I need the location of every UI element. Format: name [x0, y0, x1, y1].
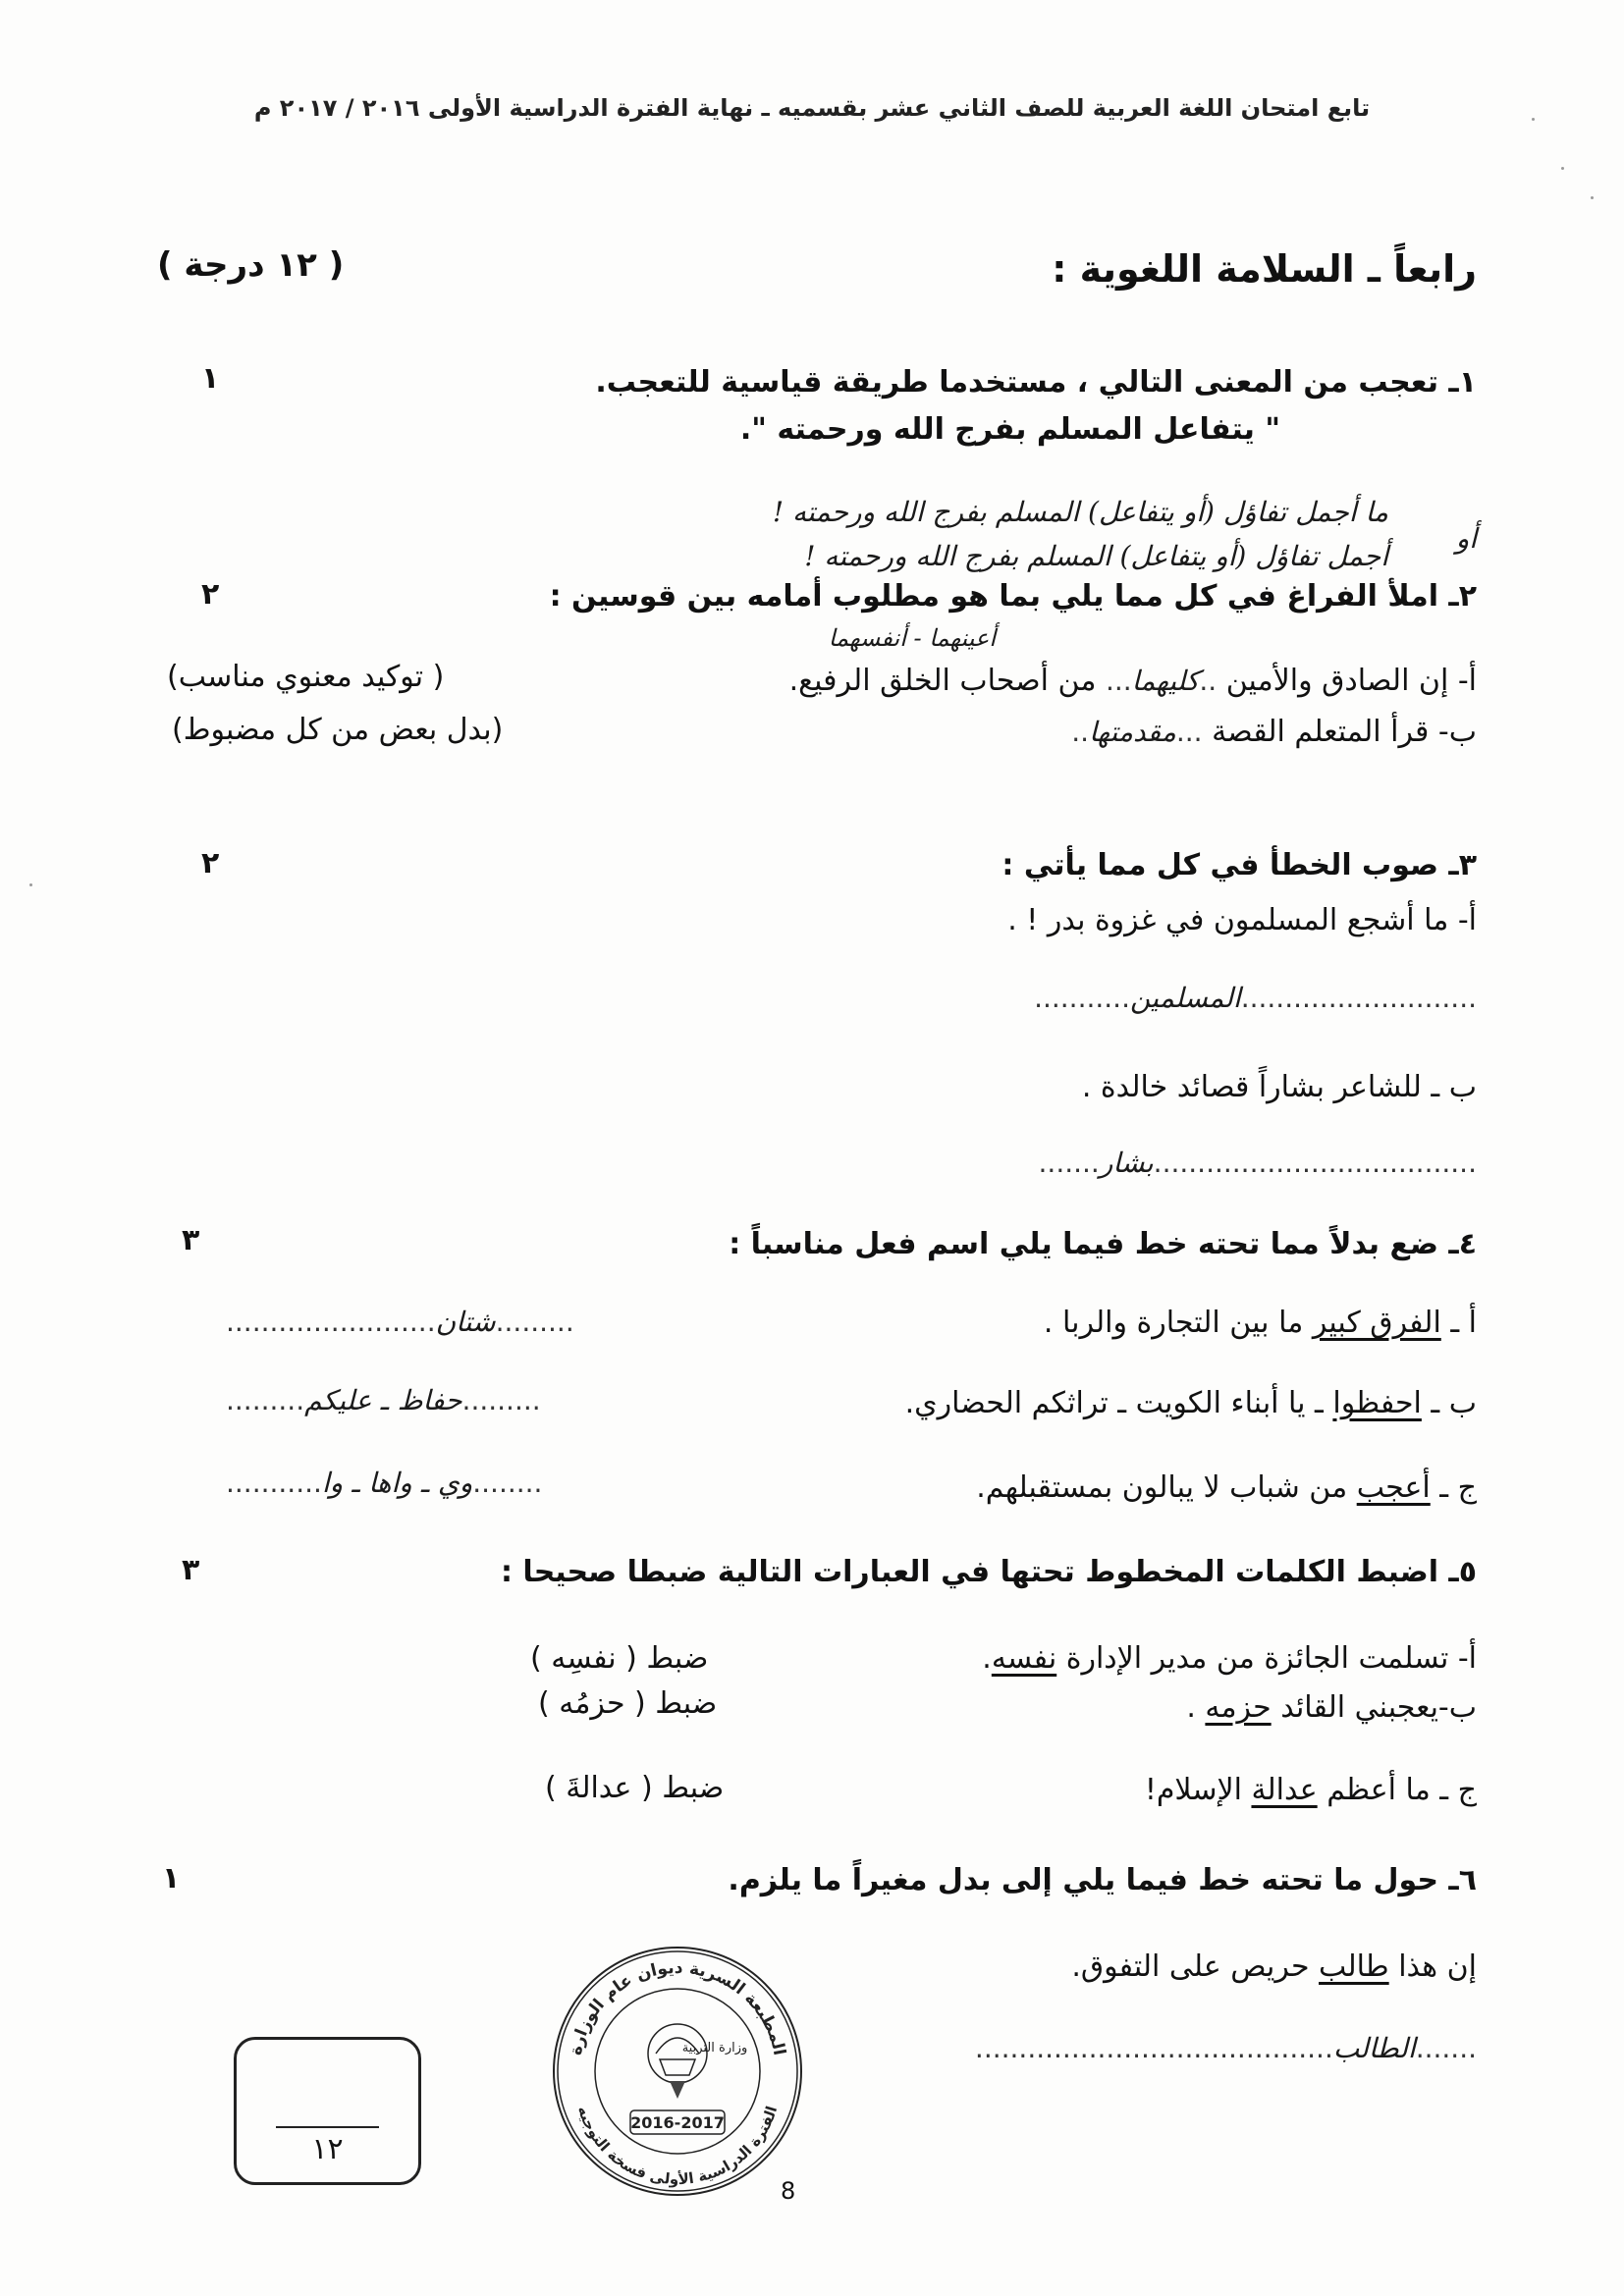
q5-item-c-text: ج ـ ما أعظم: [1317, 1773, 1477, 1807]
q4-item-c-underlined: أعجب: [1356, 1470, 1431, 1505]
answer-dots: .......: [1038, 1147, 1100, 1179]
stamp-outer-text: المطبعة السرية ديوان عام الوزارة: [566, 1957, 789, 2057]
q6-answer-line: [975, 2032, 1477, 2064]
q5-item-b-end: .: [1186, 1690, 1206, 1725]
q2-item-a: [789, 664, 1477, 698]
q5-item-c-end: الإسلام!: [1144, 1773, 1252, 1807]
answer-dots: ........: [472, 1467, 543, 1499]
answer-dots: .......: [1415, 2032, 1477, 2064]
q4-item-a-rest: ما بين التجارة والربا .: [1043, 1306, 1313, 1340]
q5-item-b-word: حزمه: [1205, 1690, 1272, 1725]
q2-item-a-after: من أصحاب الخلق الرفيع.: [788, 664, 1097, 698]
q5-item-a-word: نفسه: [991, 1641, 1057, 1676]
q4-item-c-answer: وي ـ واها ـ وا: [321, 1467, 473, 1499]
q4-item-c: [976, 1470, 1477, 1505]
q4-item-c-prefix: ج ـ: [1430, 1470, 1477, 1505]
q2-item-a-dots: ..: [1199, 665, 1218, 697]
answer-dots: .........: [461, 1384, 541, 1416]
scan-speck: [1591, 196, 1594, 199]
q4-mark: ٣: [182, 1223, 200, 1257]
ministry-stamp: [550, 1944, 805, 2199]
q5-item-a-end: .: [982, 1641, 992, 1676]
q4-item-a-answer: شتان: [435, 1306, 496, 1338]
q3-prompt: ٣ـ صوب الخطأ في كل مما يأتي :: [1001, 848, 1477, 882]
q2-item-b-answer: مقدمتها: [1089, 716, 1176, 748]
q2-item-b: [1071, 715, 1477, 749]
q2-item-a-answer: كليهما: [1131, 665, 1200, 697]
stamp-year: 2016-2017: [630, 2113, 725, 2132]
q3-item-a-answer: المسلمين: [1129, 982, 1241, 1014]
q4-item-a: [1044, 1306, 1477, 1340]
answer-dots: .........: [226, 1384, 305, 1416]
q1-handwritten-answer-1: ما أجمل تفاؤل (أو يتفاعل) المسلم بفرج الله ورحمته !: [772, 496, 1388, 528]
answer-dots: .....................................: [1153, 1147, 1477, 1179]
q5-item-b-answer: ضبط ( حزمُه ): [538, 1686, 718, 1721]
q4-item-b-prefix: ب ـ: [1421, 1386, 1477, 1420]
q4-item-c-answer-line: [226, 1467, 542, 1499]
q4-item-b-underlined: احفظوا: [1332, 1386, 1422, 1420]
q4-item-c-rest: من شباب لا يبالون بمستقبلهم.: [976, 1470, 1357, 1505]
score-box: [234, 2037, 421, 2185]
page-header: تابع امتحان اللغة العربية للصف الثاني عشر بقسميه ـ نهاية الفترة الدراسية الأولى ٢٠١٦ / ٢٠١٧ م: [253, 94, 1371, 122]
q4-item-a-underlined: الفرق كبير: [1312, 1306, 1441, 1340]
q3-item-a-answer-line: [1034, 982, 1477, 1014]
q2-mark: ٢: [201, 577, 220, 612]
answer-dots: ...........................: [1240, 982, 1477, 1014]
q1-or-label: أو: [1455, 522, 1477, 555]
q5-mark: ٣: [182, 1553, 200, 1587]
q2-prompt: ٢ـ املأ الفراغ في كل مما يلي بما هو مطلوب أمامه بين قوسين :: [549, 579, 1477, 614]
q2-item-a-dots: ...: [1105, 665, 1132, 697]
q1-quote: " يتفاعل المسلم بفرج الله ورحمته ".: [739, 412, 1280, 447]
q4-item-a-answer-line: [226, 1306, 574, 1338]
page-number: 8: [781, 2177, 796, 2205]
q1-mark: ١: [201, 361, 220, 396]
q2-item-b-dots: ..: [1071, 716, 1090, 748]
q5-item-c: [1145, 1773, 1477, 1807]
q6-sentence-before: إن هذا: [1388, 1949, 1477, 1984]
stamp-ministry: وزارة التربية: [681, 2041, 748, 2056]
answer-dots: .........................................: [974, 2032, 1333, 2064]
q4-item-b: [905, 1386, 1477, 1420]
q5-item-c-answer: ضبط ( عدالةَ ): [545, 1771, 725, 1805]
q3-item-b: ب ـ للشاعر بشاراً قصائد خالدة .: [1081, 1070, 1477, 1104]
q4-item-b-answer: حفاظ ـ عليكم: [304, 1384, 462, 1416]
q2-item-b-before: ب- قرأ المتعلم القصة: [1212, 715, 1477, 749]
scan-speck: [1532, 118, 1535, 121]
q5-prompt: ٥ـ اضبط الكلمات المخطوط تحتها في العبارات التالية ضبطا صحيحا :: [500, 1555, 1477, 1589]
section-title: رابعاً ـ السلامة اللغوية :: [1052, 247, 1477, 291]
score-divider: [276, 2126, 379, 2128]
q6-answer: الطالب: [1332, 2032, 1416, 2064]
answer-dots: .........: [495, 1306, 574, 1338]
q3-mark: ٢: [201, 846, 220, 881]
answer-dots: ........................: [226, 1306, 436, 1338]
q1-handwritten-answer-2: أجمل تفاؤل (أو يتفاعل) المسلم بفرج الله ورحمته !: [804, 540, 1388, 572]
q2-handwritten-note: أعينهما - أنفسهما: [828, 624, 996, 652]
q2-item-a-before: أ- إن الصادق والأمين: [1225, 664, 1477, 698]
q2-item-b-dots: ...: [1175, 716, 1203, 748]
q3-item-b-answer: بشار: [1099, 1147, 1154, 1179]
q6-sentence: [1071, 1949, 1477, 1984]
q2-item-a-hint: ( توكيد معنوي مناسب): [167, 660, 445, 694]
q1-prompt: ١ـ تعجب من المعنى التالي ، مستخدما طريقة قياسية للتعجب.: [595, 365, 1477, 400]
q6-mark: ١: [162, 1861, 181, 1896]
q6-sentence-after: حريص على التفوق.: [1071, 1949, 1320, 1984]
q3-item-a: أ- ما أشجع المسلمون في غزوة بدر ! .: [1007, 903, 1477, 937]
answer-dots: ...........: [1034, 982, 1130, 1014]
scan-speck: [1561, 167, 1564, 170]
q5-item-a: [982, 1641, 1477, 1676]
score-value: ١٢: [311, 2132, 344, 2166]
q5-item-b-text: ب-يعجبني القائد: [1271, 1690, 1477, 1725]
q4-item-b-answer-line: [226, 1384, 541, 1416]
scan-speck: [29, 883, 32, 886]
q2-item-b-hint: (بدل بعض من كل مضبوط): [172, 713, 504, 747]
q5-item-c-word: عدالة: [1251, 1773, 1318, 1807]
q5-item-a-text: أ- تسلمت الجائزة من مدير الإدارة: [1056, 1641, 1477, 1676]
q6-sentence-underlined: طالب: [1319, 1949, 1389, 1984]
q5-item-b: [1186, 1690, 1477, 1725]
q4-prompt: ٤ـ ضع بدلاً مما تحته خط فيما يلي اسم فعل مناسباً :: [729, 1227, 1477, 1261]
kuwait-emblem-icon: [648, 2024, 707, 2099]
q4-item-a-prefix: أ ـ: [1440, 1306, 1477, 1340]
q6-prompt: ٦ـ حول ما تحته خط فيما يلي إلى بدل مغيراً ما يلزم.: [728, 1863, 1477, 1897]
section-total-marks: ( ١٢ درجة ): [157, 245, 345, 285]
q5-item-a-answer: ضبط ( نفسِه ): [530, 1641, 709, 1676]
answer-dots: ...........: [226, 1467, 322, 1499]
stamp-lower-text: الفترة الدراسية الأولى فسخة التوجيه: [573, 2104, 782, 2189]
q4-item-b-rest: ـ يا أبناء الكويت ـ تراثكم الحضاري.: [904, 1386, 1333, 1420]
q3-item-b-answer-line: [1039, 1147, 1477, 1179]
